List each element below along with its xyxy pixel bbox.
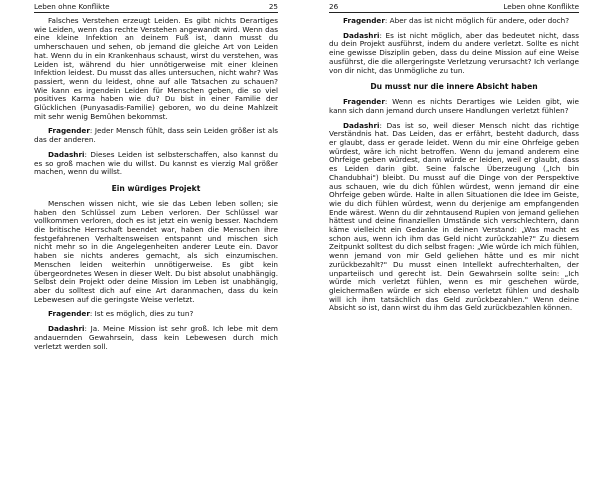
right-dialog-1 (329, 17, 579, 26)
speaker-label: Dadashri (48, 324, 85, 334)
speaker-label: Dadashri (343, 120, 380, 130)
dialog-text: : Jeder Mensch fühlt, dass sein Leiden größer ist als das der anderen. (34, 126, 278, 145)
left-paragraph-2: Menschen wissen nicht, wie sie das Leben leben sollen; sie haben den Schlüssel zum Leben verloren. Der Schlüssel war vollkommen verloren, doch es ist jetzt ein wenig besser. Nachdem die britische Herrschaft beendet war, haben die Menschen ihre festgefahrenen Verhaltensweisen entspannt und mischen sich nicht mehr so in die Angelegenheiten anderer Leute ein. Davor haben sie nichts anderes gemacht, als sich einzumischen. Menschen leiden weiterhin unnötigerweise. Es gibt kein übergeordnetes Wesen in dieser Welt. Du bist absolut unabhängig. Selbst dein Projekt oder deine Mission im Leben ist unabhängig, aber du solltest dich auf eine Art daranmachen, dass du kein Lebewesen auf die geringste Weise verletzt. (34, 198, 278, 304)
left-paragraph-1: Falsches Verstehen erzeugt Leiden. Es gibt nichts Derartiges wie Leiden, wenn das rechte Verstehen angewandt wird. Wenn das eine kleine Infektion an deinem Fuß ist, dann musst du umherschauen und sehen, ob jemand die gleiche Art von Leiden hat. Wenn du in ein Krankenhaus schaust, wirst du verstehen, was Leiden ist, während du hier unnötigerweise mit einer kleinen Infektion leidest. Du musst das alles untersuchen, nicht wahr? Was passiert, wenn du leidest, ohne auf alle Tatsachen zu schauen? Wie kann es irgendein Leiden für Menschen geben, die so viel positives Karma haben wie du? Du bist in einer Familie der Glücklichen (Punyasadis-Familie) geboren, wo du deine Mahlzeit mit sehr wenig Bemühen bekommst. (34, 16, 278, 121)
left-dialog-4 (34, 325, 278, 351)
speaker-label: Fragender (343, 16, 385, 25)
right-body-text (329, 17, 579, 313)
right-header-title: Leben ohne Konflikte (503, 2, 579, 11)
right-dialog-2 (329, 32, 579, 76)
right-page (305, 0, 599, 484)
left-body-text (34, 17, 278, 351)
right-page-number: 26 (329, 2, 339, 11)
left-dialog-2 (34, 151, 278, 177)
dialog-text: : Wenn es nichts Derartiges wie Leiden gibt, wie kann sich dann jemand durch unsere Handlungen verletzt fühlen? (329, 97, 579, 115)
left-page (0, 0, 294, 484)
left-dialog-3 (34, 310, 278, 319)
dialog-text: : Ist es möglich, dies zu tun? (89, 309, 194, 319)
speaker-label: Fragender (48, 126, 90, 136)
left-running-head (34, 0, 278, 13)
speaker-label: Dadashri (343, 30, 380, 40)
left-header-title: Leben ohne Konflikte (34, 2, 110, 11)
speaker-label: Fragender (343, 97, 385, 107)
right-dialog-4 (329, 122, 579, 313)
dialog-text: : Das ist so, weil dieser Mensch nicht das richtige Verständnis hat. Das Leiden, das er erfährt, besteht dadurch, dass er glaubt, dass er gerade leidet. Wenn du mir eine Ohrfeige geben würdest, wäre ich nicht betroffen. Wenn du jemand anderem eine Ohrfeige geben würdest, dann würde er leiden, weil er glaubt, dass es Leiden darin gibt. Seine falsche Überzeugung („Ich bin Chandubhai") bleibt. Du musst auf die Dinge von der Perspektive aus schauen, wie du dich fühlen würdest, wenn jemand dir eine Ohrfeige geben würde. Halte in allen Situationen die Idee im Geiste, wie du dich fühlen würdest, wenn du derjenige am empfangenden Ende wärest. Wenn du dir zehntausend Rupien von jemand geliehen hättest und deine finanziellen Umstände sich verschlechtern, dann käme vielleicht ein Gedanke in deinen Verstand: „Was macht es schon aus, wenn ich ihm das Geld nicht zurückzahle?" Zu diesem Zeitpunkt solltest du dich selbst fragen: „Wie würde ich mich fühlen, wenn jemand von mir Geld geliehen hätte und es mir nicht zurückbezahlt?" Du musst einen Intellekt aufrechterhalten, der unparteiisch und gerecht ist. Dein Gewahrsein sollte sein: „Ich würde mich verletzt fühlen, wenn es mir geschehen würde, gleichermaßen würde er sich ebenso verletzt fühlen und deshalb will ich ihm tatsächlich das Geld zurückbezahlen." Wenn deine Absicht so ist, dann wirst du ihm das Geld zurückbezahlen können. (329, 120, 579, 313)
dialog-text: : Ja. Meine Mission ist sehr groß. Ich lebe mit dem andauernden Gewahrsein, dass kein Lebewesen durch mich verletzt werden soll. (34, 324, 278, 351)
left-dialog-1 (34, 127, 278, 144)
left-page-number: 25 (268, 2, 278, 11)
dialog-text: : Es ist nicht möglich, aber das bedeutet nicht, dass du dein Projekt ausführst, indem du andere verletzt. Sollte es nicht eine gewisse Disziplin geben, dass du deine Mission auf eine Weise ausführst, die die allergeringste Verletzung verursacht? Ich verlange von dir nicht, das Unmögliche zu tun. (329, 30, 579, 75)
right-running-head (329, 0, 579, 13)
left-section-heading: Ein würdiges Projekt (111, 183, 201, 193)
right-section-heading: Du musst nur die innere Absicht haben (370, 82, 538, 92)
dialog-text: : Aber das ist nicht möglich für andere, oder doch? (384, 16, 570, 25)
speaker-label: Dadashri (48, 149, 85, 159)
speaker-label: Fragender (48, 309, 90, 319)
right-dialog-3 (329, 98, 579, 115)
dialog-text: : Dieses Leiden ist selbsterschaffen, also kannst du es so groß machen wie du willst. Du kannst es vierzig Mal größer machen, wenn du willst. (34, 149, 278, 177)
